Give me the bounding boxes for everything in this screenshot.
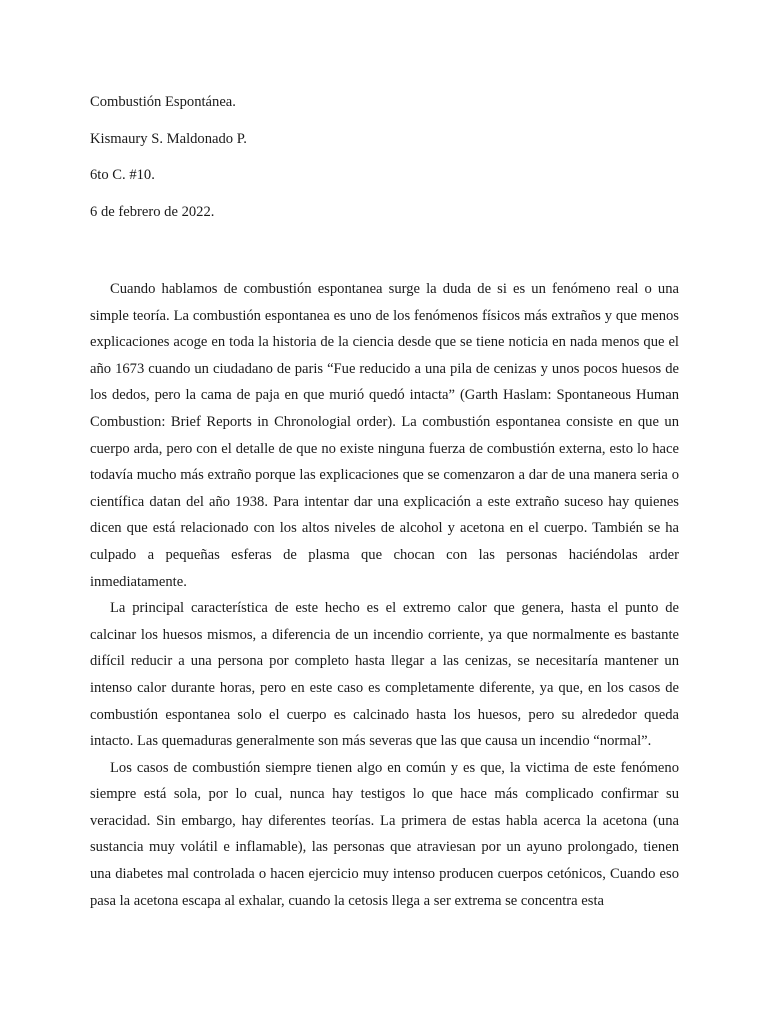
- paragraph-2: La principal característica de este hecho es el extremo calor que genera, hasta el punto de calcinar los huesos mismos, a diferencia de un incendio corriente, ya que normalmente es bastante difícil reducir a una persona por completo hasta llegar a las cenizas, se necesitaría mantener un intenso calor durante horas, pero en este caso es completamente diferente, ya que, en los casos de combustión espontanea solo el cuerpo es calcinado hasta los huesos, pero su alrededor queda intacto. Las quemaduras generalmente son más severas que las que causa un incendio “normal”.: [90, 600, 679, 750]
- document-header: [90, 93, 690, 239]
- paragraph-3: Los casos de combustión siempre tienen algo en común y es que, la victima de este fenómeno siempre está sola, por lo cual, nunca hay testigos lo que hace más complicado confirmar su veracidad. Sin embargo, hay diferentes teorías. La primera de estas habla acerca la acetona (una sustancia muy volátil e inflamable), las personas que atraviesan por un ayuno prolongado, tienen una diabetes mal controlada o hacen ejercicio muy intenso producen cuerpos cetónicos, Cuando eso pasa la acetona escapa al exhalar, cuando la cetosis llega a ser extrema se concentra esta: [90, 759, 679, 909]
- course-number: 6to C. #10.: [90, 167, 155, 183]
- document-date: 6 de febrero de 2022.: [90, 203, 215, 220]
- paragraph-1: Cuando hablamos de combustión espontanea surge la duda de si es un fenómeno real o una simple teoría. La combustión espontanea es uno de los fenómenos físicos más extraños y que menos explicaciones acoge en toda la historia de la ciencia desde que se tiene noticia en nada menos que el año 1673 cuando un ciudadano de paris “Fue reducido a una pila de cenizas y unos pocos huesos de los dedos, pero la cama de paja en que murió quedó intacta” (Garth Haslam: Spontaneous Human Combustion: Brief Reports in Chronologial order). La combustión espontanea consiste en que un cuerpo arda, pero con el detalle de que no existe ninguna fuerza de combustión externa, esto lo hace todavía mucho más extraño porque las explicaciones que se comenzaron a dar de una manera seria o científica datan del año 1938. Para intentar dar una explicación a este extraño suceso hay quienes dicen que está relacionado con los altos niveles de alcohol y acetona en el cuerpo. También se ha culpado a pequeñas esferas de plasma que chocan con las personas haciéndolas arder inmediatamente.: [90, 281, 679, 590]
- document-body: [90, 276, 679, 914]
- author-name: Kismaury S. Maldonado P.: [90, 130, 247, 147]
- document-title: Combustión Espontánea.: [90, 94, 236, 110]
